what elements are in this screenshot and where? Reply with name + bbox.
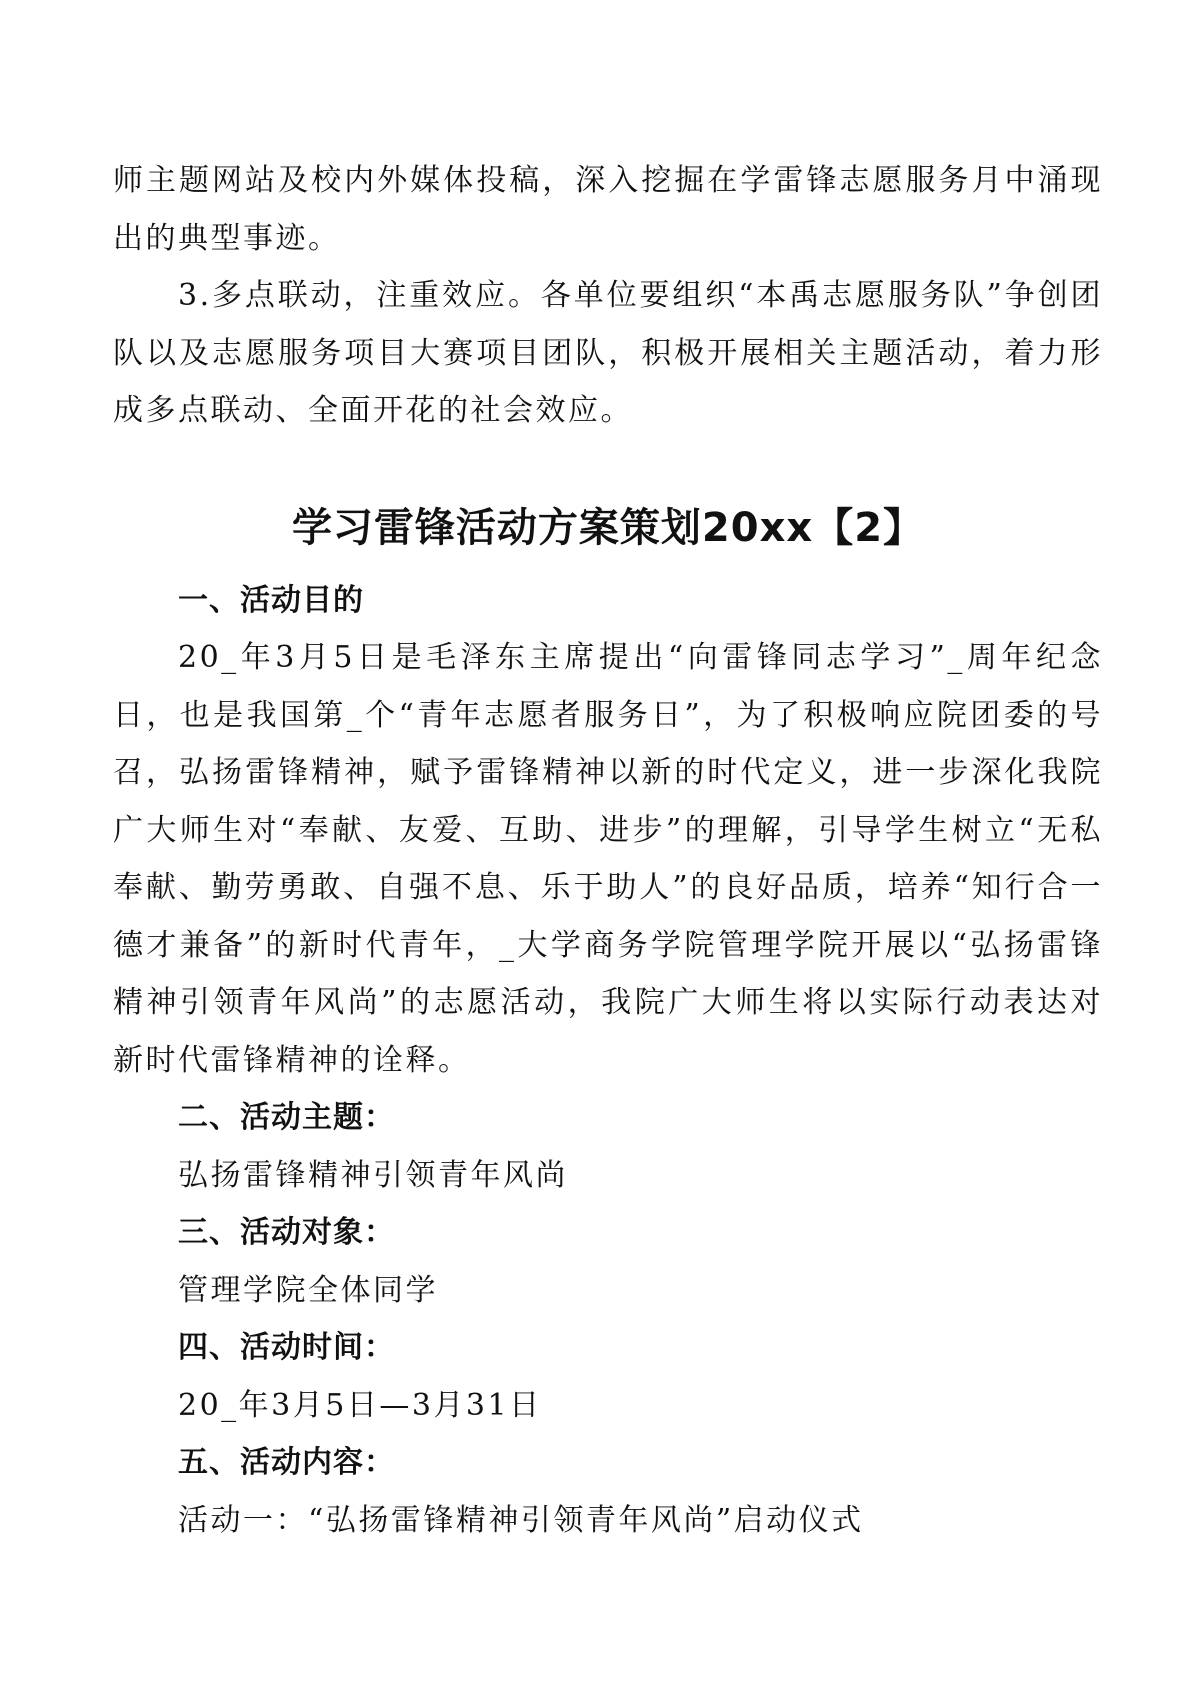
point-3-paragraph: 3.多点联动，注重效应。各单位要组织“本禹志愿服务队”争创团队以及志愿服务项目大赛项目团队，积极开展相关主题活动，着力形成多点联动、全面开花的社会效应。 <box>113 278 1103 428</box>
section-2-body: 弘扬雷锋精神引领青年风尚 <box>178 1157 568 1193</box>
section-1-body: 20_年3月5日是毛泽东主席提出“向雷锋同志学习”_周年纪念日，也是我国第_个“青年志愿者服务日”，为了积极响应院团委的号召，弘扬雷锋精神，赋予雷锋精神以新的时代定义，进一步深化我院广大师生对“奉献、友爱、互助、进步”的理解，引导学生树立“无私奉献、勤劳勇敢、自强不息、乐于助人”的良好品质，培养“知行合一德才兼备”的新时代青年，_大学商务学院管理学院开展以“弘扬雷锋精神引领青年风尚”的志愿活动，我院广大师生将以实际行动表达对新时代雷锋精神的诠释。 <box>113 640 1103 1078</box>
section-5-item-1: 活动一：“弘扬雷锋精神引领青年风尚”启动仪式 <box>178 1502 864 1538</box>
section-4-body: 20_年3月5日—3月31日 <box>178 1387 542 1423</box>
section-3-body: 管理学院全体同学 <box>178 1272 438 1308</box>
section-2-heading: 二、活动主题： <box>178 1100 395 1135</box>
document-content <box>113 152 1103 1549</box>
section-4-heading: 四、活动时间： <box>178 1330 395 1365</box>
section-5-heading: 五、活动内容： <box>178 1445 395 1480</box>
section-3-heading: 三、活动对象： <box>178 1215 395 1250</box>
intro-continuation-paragraph: 师主题网站及校内外媒体投稿，深入挖掘在学雷锋志愿服务月中涌现出的典型事迹。 <box>113 163 1103 256</box>
document-title: 学习雷锋活动方案策划20xx【2】 <box>291 504 925 551</box>
section-1-heading: 一、活动目的 <box>178 582 364 618</box>
